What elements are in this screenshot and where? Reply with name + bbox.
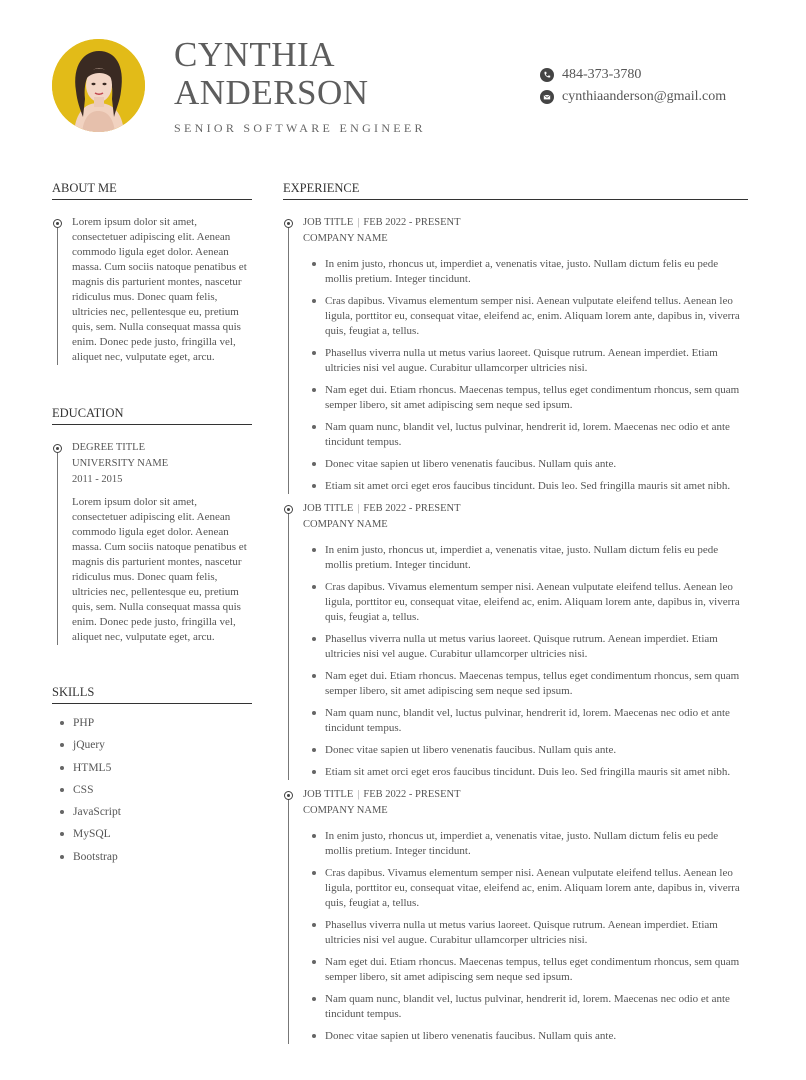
timeline-dot-icon (284, 505, 293, 514)
education-years: 2011 - 2015 (72, 474, 123, 485)
timeline-dot-icon (284, 791, 293, 800)
about-section (52, 181, 252, 365)
section-heading: SKILLS (52, 685, 252, 704)
job-bullet: Nam quam nunc, blandit vel, luctus pulvinar, hendrerit id, lorem. Maecenas nec odio et ante tincidunt tempus. (303, 706, 748, 736)
job-bullet: Nam quam nunc, blandit vel, luctus pulvinar, hendrerit id, lorem. Maecenas nec odio et ante tincidunt tempus. (303, 420, 748, 450)
job-bullet: Donec vitae sapien ut libero venenatis faucibus. Nullam quis ante. (303, 1029, 748, 1044)
experience-section (283, 181, 748, 1051)
job-bullet: Etiam sit amet orci eget eros faucibus tincidunt. Duis leo. Sed fringilla mauris sit amet nibh. (303, 765, 748, 780)
timeline-dot-icon (284, 219, 293, 228)
timeline-line (288, 512, 289, 780)
job-entry (283, 215, 748, 494)
timeline-line (288, 226, 289, 494)
skills-list (52, 712, 252, 868)
job-bullet: In enim justo, rhoncus ut, imperdiet a, venenatis vitae, justo. Nullam dictum felis eu pede mollis pretium. Integer tincidunt. (303, 829, 748, 859)
job-start: FEB 2022 (363, 217, 407, 228)
job-bullet: Nam eget dui. Etiam rhoncus. Maecenas tempus, tellus eget condimentum rhoncus, sem quam semper libero, sit amet adipiscing sem neque sed ipsum. (303, 955, 748, 985)
email-icon (540, 90, 554, 104)
section-heading: EXPERIENCE (283, 181, 748, 200)
email-address[interactable]: cynthiaanderson@gmail.com (562, 89, 727, 104)
education-text: Lorem ipsum dolor sit amet, consectetuer adipiscing elit. Aenean commodo ligula eget dolor. Aenean massa. Cum sociis natoque penatibus et magnis dis parturient montes, nascetur ridiculus mus. Donec quam felis, ultricies nec, pellentesque eu, pretium quis, sem. Nulla consequat massa quis enim. Donec pede justo, fringilla vel, aliquet nec, vulputate eget, arcu. (72, 496, 247, 643)
degree-title: DEGREE TITLE (72, 442, 145, 453)
job-bullet: Cras dapibus. Vivamus elementum semper nisi. Aenean vulputate eleifend tellus. Aenean leo ligula, porttitor eu, consequat vitae, eleifend ac, enim. Aliquam lorem ante, dapibus in, viverra quis, feugiat a, tellus. (303, 294, 748, 339)
email-row (540, 86, 726, 108)
skill-item: jQuery (52, 734, 252, 756)
job-start: FEB 2022 (363, 503, 407, 514)
phone-row (540, 64, 726, 86)
job-title: JOB TITLE (303, 789, 354, 800)
job-bullet: Phasellus viverra nulla ut metus varius laoreet. Quisque rutrum. Aenean imperdiet. Etiam ultricies nisi vel augue. Curabitur ullamcorper ultricies nisi. (303, 918, 748, 948)
job-end: PRESENT (415, 789, 461, 800)
job-bullet: Nam eget dui. Etiam rhoncus. Maecenas tempus, tellus eget condimentum rhoncus, sem quam semper libero, sit amet adipiscing sem neque sed ipsum. (303, 383, 748, 413)
timeline-line (57, 451, 58, 645)
job-heading: JOB TITLE | FEB 2022 - PRESENT (303, 217, 461, 228)
education-entry (52, 440, 252, 645)
resume-header (0, 0, 806, 150)
job-title: SENIOR SOFTWARE ENGINEER (174, 121, 426, 135)
skill-item: PHP (52, 712, 252, 734)
phone-number[interactable]: 484-373-3780 (562, 67, 642, 82)
contact-info (540, 64, 726, 108)
company-name: COMPANY NAME (303, 519, 388, 530)
job-end: PRESENT (415, 217, 461, 228)
job-heading: JOB TITLE | FEB 2022 - PRESENT (303, 503, 461, 514)
skill-item: HTML5 (52, 757, 252, 779)
section-heading: EDUCATION (52, 406, 252, 425)
job-heading: JOB TITLE | FEB 2022 - PRESENT (303, 789, 461, 800)
job-bullets (303, 543, 748, 780)
timeline-dot-icon (53, 219, 62, 228)
phone-icon (540, 68, 554, 82)
education-section (52, 406, 252, 645)
company-name: COMPANY NAME (303, 805, 388, 816)
first-name: CYNTHIA (174, 35, 335, 74)
job-start: FEB 2022 (363, 789, 407, 800)
job-bullet: Etiam sit amet orci eget eros faucibus tincidunt. Duis leo. Sed fringilla mauris sit amet nibh. (303, 479, 748, 494)
avatar (52, 39, 145, 132)
skill-item: CSS (52, 779, 252, 801)
about-text: Lorem ipsum dolor sit amet, consectetuer adipiscing elit. Aenean commodo ligula eget dolor. Aenean massa. Cum sociis natoque penatibus et magnis dis parturient montes, nascetur ridiculus mus. Donec quam felis, ultricies nec, pellentesque eu, pretium quis, sem. Nulla consequat massa quis enim. Donec pede justo, fringilla vel, aliquet nec, vulputate eget, arcu. (72, 216, 247, 363)
job-entry (283, 501, 748, 780)
job-entry (283, 787, 748, 1044)
candidate-name (174, 36, 369, 112)
job-bullet: Donec vitae sapien ut libero venenatis faucibus. Nullam quis ante. (303, 743, 748, 758)
section-heading: ABOUT ME (52, 181, 252, 200)
job-bullet: Phasellus viverra nulla ut metus varius laoreet. Quisque rutrum. Aenean imperdiet. Etiam ultricies nisi vel augue. Curabitur ullamcorper ultricies nisi. (303, 346, 748, 376)
job-bullet: Nam eget dui. Etiam rhoncus. Maecenas tempus, tellus eget condimentum rhoncus, sem quam semper libero, sit amet adipiscing sem neque sed ipsum. (303, 669, 748, 699)
profile-photo (52, 39, 145, 132)
job-bullet: In enim justo, rhoncus ut, imperdiet a, venenatis vitae, justo. Nullam dictum felis eu pede mollis pretium. Integer tincidunt. (303, 543, 748, 573)
job-title: JOB TITLE (303, 217, 354, 228)
job-bullet: Cras dapibus. Vivamus elementum semper nisi. Aenean vulputate eleifend tellus. Aenean leo ligula, porttitor eu, consequat vitae, eleifend ac, enim. Aliquam lorem ante, dapibus in, viverra quis, feugiat a, tellus. (303, 866, 748, 911)
job-title: JOB TITLE (303, 503, 354, 514)
timeline-line (57, 226, 58, 365)
about-entry (52, 215, 252, 365)
job-bullet: In enim justo, rhoncus ut, imperdiet a, venenatis vitae, justo. Nullam dictum felis eu pede mollis pretium. Integer tincidunt. (303, 257, 748, 287)
job-bullets (303, 829, 748, 1044)
job-bullet: Cras dapibus. Vivamus elementum semper nisi. Aenean vulputate eleifend tellus. Aenean leo ligula, porttitor eu, consequat vitae, eleifend ac, enim. Aliquam lorem ante, dapibus in, viverra quis, feugiat a, tellus. (303, 580, 748, 625)
company-name: COMPANY NAME (303, 233, 388, 244)
skill-item: MySQL (52, 823, 252, 845)
job-end: PRESENT (415, 503, 461, 514)
timeline-line (288, 798, 289, 1044)
skills-section (52, 685, 252, 868)
job-bullet: Donec vitae sapien ut libero venenatis faucibus. Nullam quis ante. (303, 457, 748, 472)
skill-item: Bootstrap (52, 846, 252, 868)
job-bullet: Phasellus viverra nulla ut metus varius laoreet. Quisque rutrum. Aenean imperdiet. Etiam ultricies nisi vel augue. Curabitur ullamcorper ultricies nisi. (303, 632, 748, 662)
job-bullets (303, 257, 748, 494)
skill-item: JavaScript (52, 801, 252, 823)
last-name: ANDERSON (174, 73, 369, 112)
timeline-dot-icon (53, 444, 62, 453)
job-bullet: Nam quam nunc, blandit vel, luctus pulvinar, hendrerit id, lorem. Maecenas nec odio et ante tincidunt tempus. (303, 992, 748, 1022)
university-name: UNIVERSITY NAME (72, 458, 169, 469)
